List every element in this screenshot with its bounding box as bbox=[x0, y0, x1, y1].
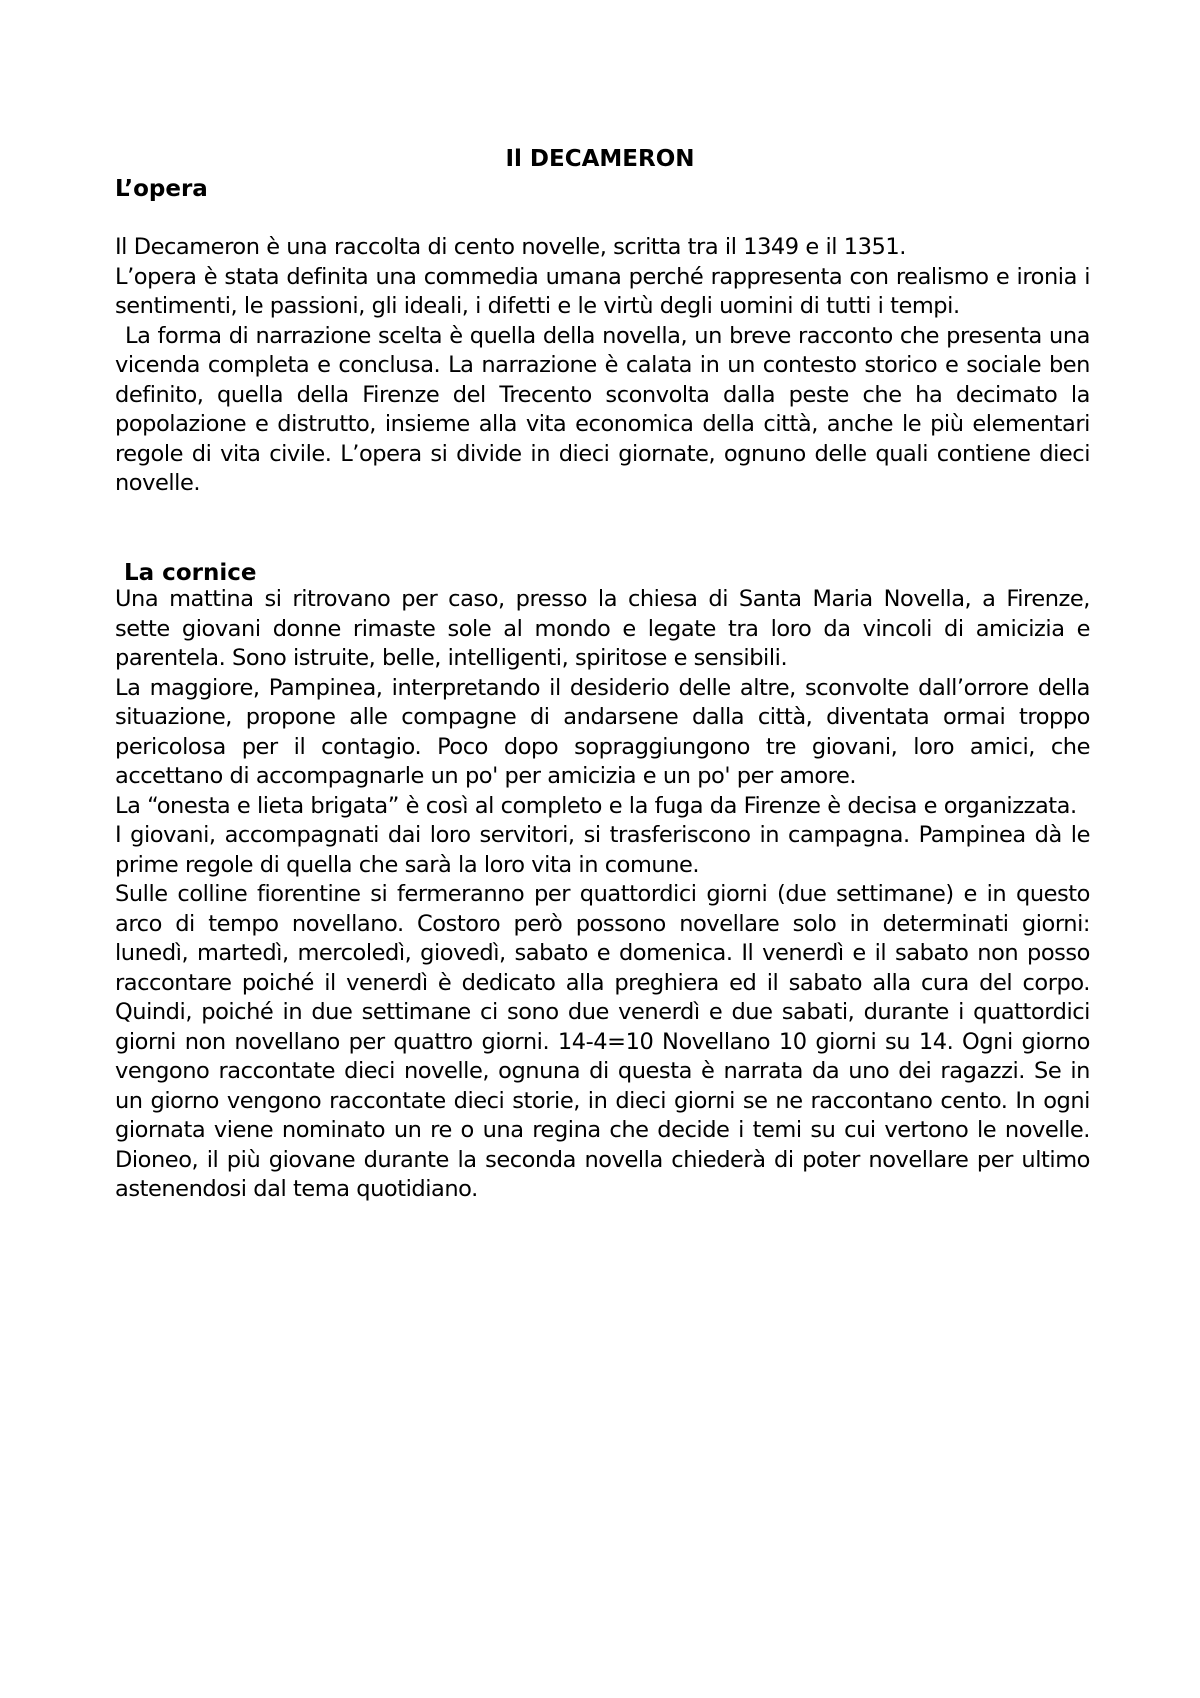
paragraph: Sulle colline fiorentine si fermeranno per quattordici giorni (due settimane) e in questo arco di tempo novellano. Costoro però possono novellare solo in determinati giorni: lunedì, martedì, mercoledì, giovedì, sabato e domenica. Il venerdì e il sabato non posso raccontare poiché il venerdì è dedicato alla preghiera ed il sabato alla cura del corpo. Quindi, poiché in due settimane ci sono due venerdì e due sabati, durante i quattordici giorni non novellano per quattro giorni. 14-4=10 Novellano 10 giorni su 14. Ogni giorno vengono raccontate dieci novelle, ognuna di questa è narrata da uno dei ragazzi. Se in un giorno vengono raccontate dieci storie, in dieci giorni se ne raccontano cento. In ogni giornata viene nominato un re o una regina che decide i temi su cui vertono le novelle. Dioneo, il più giovane durante la seconda novella chiederà di poter novellare per ultimo astenendosi dal tema quotidiano. bbox=[115, 881, 1090, 1202]
section-heading-opera: L’opera bbox=[115, 176, 208, 202]
paragraph: La maggiore, Pampinea, interpretando il desiderio delle altre, sconvolte dall’orrore della situazione, propone alle compagne di andarsene dalla città, diventata ormai troppo pericolosa per il contagio. Poco dopo sopraggiungono tre giovani, loro amici, che accettano di accompagnarle un po' per amicizia e un po' per amore. bbox=[115, 674, 1090, 789]
section-heading-cornice: La cornice bbox=[124, 560, 257, 586]
paragraph: I giovani, accompagnati dai loro servitori, si trasferiscono in campagna. Pampinea dà le prime regole di quella che sarà la loro vita in comune. bbox=[115, 822, 1090, 878]
paragraph: Il Decameron è una raccolta di cento novelle, scritta tra il 1349 e il 1351. bbox=[115, 234, 906, 260]
paragraph: La “onesta e lieta brigata” è così al completo e la fuga da Firenze è decisa e organizzata. bbox=[115, 792, 1077, 819]
document-title: Il DECAMERON bbox=[505, 146, 695, 172]
paragraph: La forma di narrazione scelta è quella della novella, un breve racconto che presenta una vicenda completa e conclusa. La narrazione è calata in un contesto storico e sociale ben definito, quella della Firenze del Trecento sconvolta dalla peste che ha decimato la popolazione e distrutto, insieme alla vita economica della città, anche le più elementari regole di vita civile. L’opera si divide in dieci giornate, ognuno delle quali contiene dieci novelle. bbox=[115, 322, 1090, 496]
paragraph: Una mattina si ritrovano per caso, presso la chiesa di Santa Maria Novella, a Firenze, sette giovani donne rimaste sole al mondo e legate tra loro da vincoli di amicizia e parentela. Sono istruite, belle, intelligenti, spiritose e sensibili. bbox=[115, 586, 1090, 671]
paragraph: L’opera è stata definita una commedia umana perché rappresenta con realismo e ironia i sentimenti, le passioni, gli ideali, i difetti e le virtù degli uomini di tutti i tempi. bbox=[115, 263, 1090, 319]
section-body-opera bbox=[115, 233, 1090, 499]
section-body-cornice bbox=[115, 585, 1090, 1205]
